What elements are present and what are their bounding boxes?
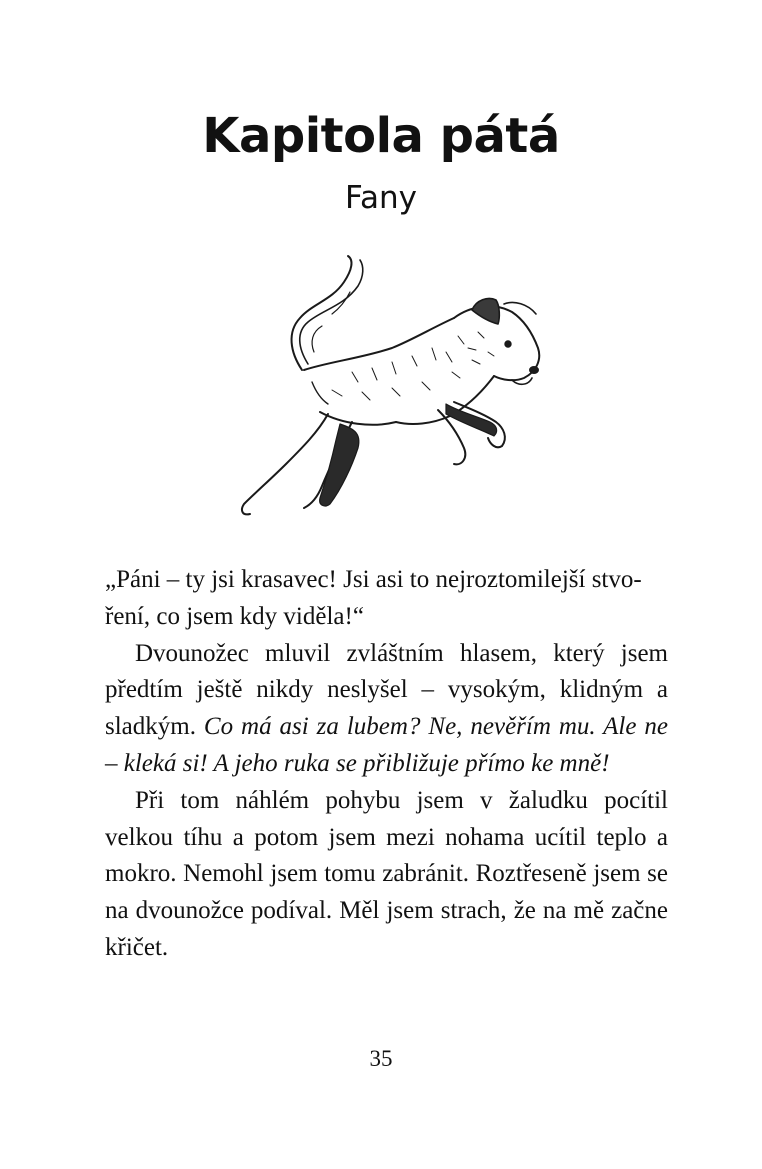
- text-line: „Páni – ty jsi krasavec! Jsi asi to nejroztomilejší stvo-: [105, 566, 642, 593]
- paragraph-3: [105, 783, 668, 967]
- paragraph-1: [105, 562, 668, 636]
- text-run: Při tom náhlém pohybu jsem v žaludku pocítil velkou tíhu a potom jsem mezi nohama ucítil teplo a mokro. Nemohl jsem tomu zabránit. Roztřeseně jsem se na dvounožce podíval. Měl jsem strach, že na mě začne křičet.: [105, 786, 668, 961]
- italic-thought: Co má asi za lubem? Ne, nevěřím mu. Ale ne – kleká si! A jeho ruka se přibližuje přímo ke mně!: [105, 713, 669, 777]
- chapter-subtitle: Fany: [345, 180, 417, 216]
- jumping-dog-icon: [232, 252, 546, 524]
- chapter-title: Kapitola pátá: [202, 108, 560, 164]
- text-line: ření, co jsem kdy viděla!“: [105, 602, 364, 630]
- story-text: [105, 562, 668, 967]
- text-run: Dvounožec mluvil zvláštním hlasem, který jsem předtím ještě nikdy neslyšel – vysokým, klidným a sladkým.: [105, 639, 668, 741]
- paragraph-2: [105, 636, 668, 783]
- page-number: 35: [369, 1046, 393, 1071]
